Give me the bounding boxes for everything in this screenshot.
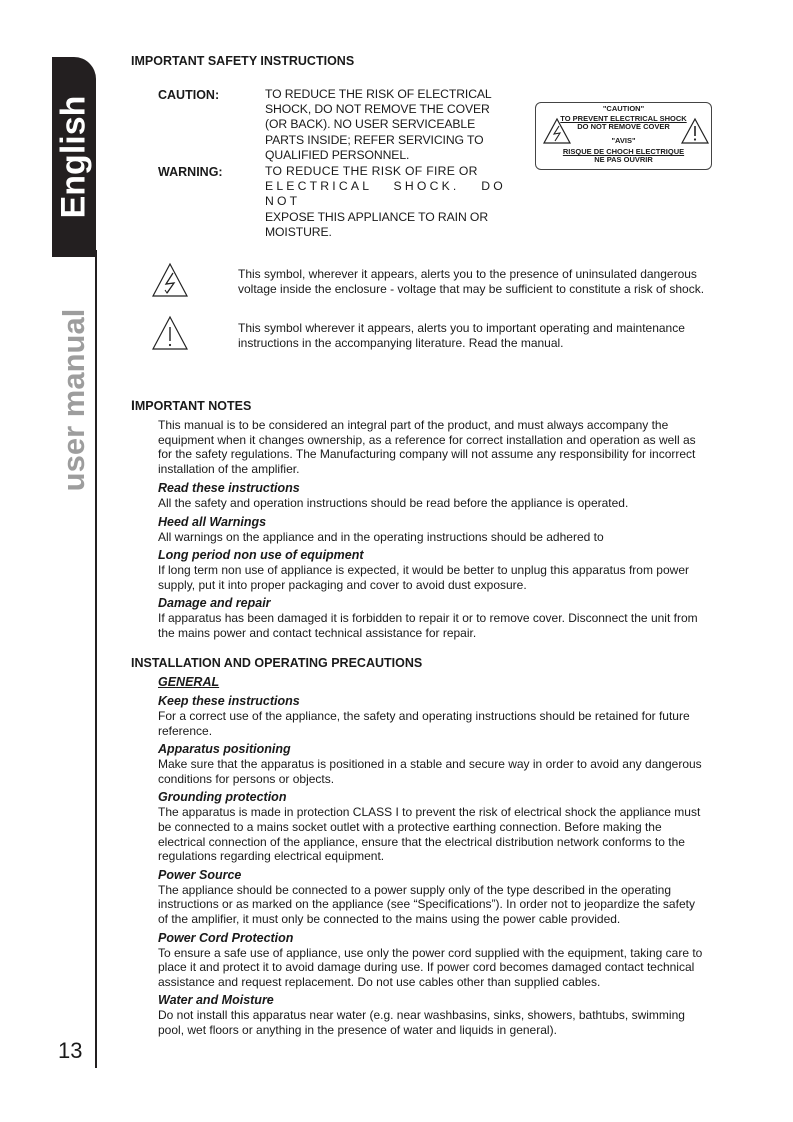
precaution-text: electrical connection of the appliance, ensure that the electrical distribution network conforms to the — [158, 834, 685, 849]
note-title: Damage and repair — [158, 596, 271, 611]
note-text: If apparatus has been damaged it is forbidden to repair it or to remove cover. Disconnect the unit from — [158, 611, 698, 626]
box-line-1: TO PREVENT ELECTRICAL SHOCK — [560, 114, 687, 123]
note-text: If long term non use of appliance is expected, it would be better to unplug this apparatus from power — [158, 563, 689, 578]
installation-list — [158, 694, 737, 1038]
safety-heading: IMPORTANT SAFETY INSTRUCTIONS — [131, 54, 355, 68]
precaution-title: Grounding protection — [158, 790, 287, 805]
box-title: "CAUTION" — [602, 104, 645, 113]
precaution-text: The apparatus is made in protection CLASS I to prevent the risk of electrical shock the appliance must — [158, 805, 701, 820]
note-text: All warnings on the appliance and in the operating instructions should be adhered to — [158, 529, 604, 544]
box-line-4: NE PAS OUVRIR — [594, 155, 653, 164]
note-text: the mains power and contact technical assistance for repair. — [158, 625, 477, 640]
lightning-warning-icon — [542, 117, 572, 145]
precaution-text: place it and protect it to avoid damage during use. If power cord becomes damaged contact technical — [158, 960, 695, 975]
warning-text: TO REDUCE THE RISK OF FIRE OR ELECTRICAL SHOCK. DO NOT EXPOSE THIS APPLIANCE TO RAIN OR MOISTURE. — [265, 164, 506, 239]
warning-label: WARNING: — [158, 165, 223, 179]
box-avis: "AVIS" — [611, 136, 636, 145]
precaution-text: The appliance should be connected to a power supply only of the type described in the operating — [158, 882, 672, 897]
precaution-title: Water and Moisture — [158, 993, 274, 1008]
language-tab-label: English — [54, 95, 93, 219]
precaution-title: Power Cord Protection — [158, 930, 294, 945]
manual-label: user manual — [56, 308, 91, 492]
precaution-text: be connected to a mains socket outlet with a protective earthing connection. Before making the — [158, 819, 662, 834]
precaution-text: pool, wet floors or anything in the presence of water and liquids in general). — [158, 1022, 557, 1037]
note-text: supply, put it into proper packaging and cover to avoid dust exposure. — [158, 577, 527, 592]
exclamation-warning-icon — [680, 117, 710, 145]
notes-intro: This manual is to be considered an integral part of the product, and must always accompany the equipment when it changes ownership, as a reference for correct installation and operation as well as for the safety regulations. The Manufacturing company will not assume any responsibility for incorrect installation of the amplifier. — [158, 418, 696, 476]
precaution-text: regulations regarding electrical equipment. — [158, 849, 385, 864]
caution-warning-box — [535, 102, 712, 170]
page-number: 13 — [58, 1038, 83, 1063]
box-line-2: DO NOT REMOVE COVER — [577, 122, 670, 131]
symbol1-text: This symbol, wherever it appears, alerts you to the presence of uninsulated dangerous voltage inside the enclosure - voltage that may be sufficient to constitute a risk of shock. — [238, 267, 705, 296]
note-title: Read these instructions — [158, 481, 300, 495]
precaution-text: For a correct use of the appliance, the safety and operating instructions should be retained for future — [158, 709, 690, 723]
lightning-symbol-icon — [151, 262, 189, 298]
general-subheading: GENERAL — [158, 675, 220, 689]
exclamation-symbol-icon — [151, 315, 189, 351]
box-line-3: RISQUE DE CHOCH ELECTRIQUE — [562, 147, 685, 156]
symbol2-text: This symbol wherever it appears, alerts you to important operating and maintenance instructions in the accompanying literature. Read the manual. — [238, 321, 685, 350]
precaution-text: instructions or as marked on the appliance (see “Specifications”). In order not to jeopardize the safety — [158, 897, 695, 912]
precaution-title: Power Source — [158, 867, 242, 882]
notes-heading: IMPORTANT NOTES — [131, 397, 252, 413]
note-title: Heed all Warnings — [158, 514, 267, 529]
note-title: Long period non use of equipment — [158, 548, 364, 563]
precaution-text: reference. — [158, 723, 213, 738]
precaution-text: Do not install this apparatus near water (e.g. near washbasins, sinks, showers, bathtubs, swimming — [158, 1008, 685, 1023]
installation-heading: INSTALLATION AND OPERATING PRECAUTIONS — [131, 656, 423, 670]
precaution-text: To ensure a safe use of appliance, use only the power cord supplied with the equipment, taking care to — [158, 945, 703, 960]
precaution-title: Apparatus positioning — [158, 742, 291, 757]
caution-text: TO REDUCE THE RISK OF ELECTRICAL SHOCK, DO NOT REMOVE THE COVER (OR BACK). NO USER SERVICEABLE PARTS INSIDE; REFER SERVICING TO QUALIFIED PERSONNEL. — [265, 87, 492, 162]
notes-list — [158, 481, 737, 641]
precaution-title: Keep these instructions — [158, 694, 300, 708]
precaution-text: assistance and request replacement. Do not use cables other than supplied cables. — [158, 974, 601, 989]
precaution-text: conditions for persons or objects. — [158, 771, 335, 786]
precaution-text: of the amplifier, it must only be connected to the mains using the power cable provided. — [158, 911, 621, 926]
note-text: All the safety and operation instructions should be read before the appliance is operated. — [158, 496, 629, 510]
caution-label: CAUTION: — [158, 88, 220, 102]
precaution-text: Make sure that the apparatus is positioned in a stable and secure way in order to avoid any dangerous — [158, 757, 702, 772]
